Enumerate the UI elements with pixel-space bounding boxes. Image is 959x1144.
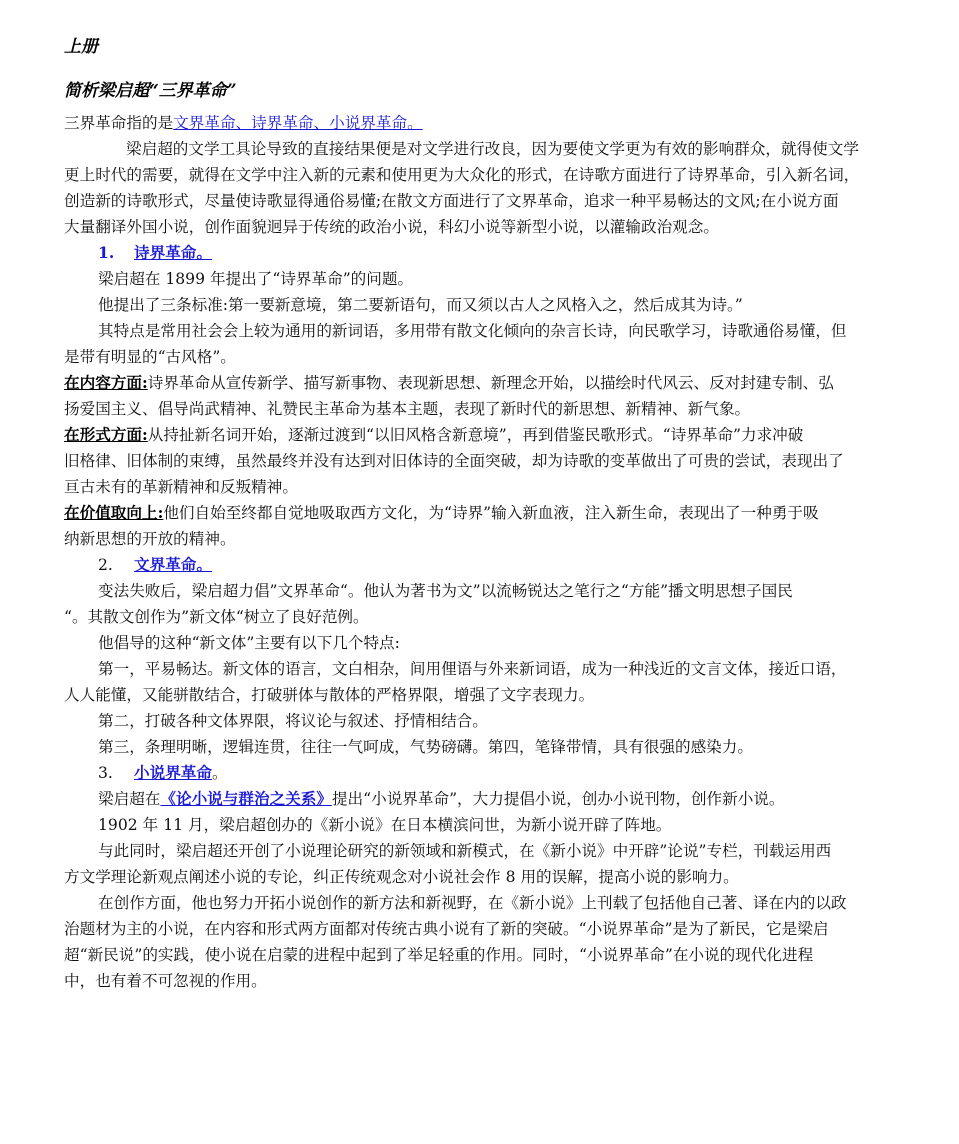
intro-line [64,110,933,136]
content-aspect-text: 诗界革命从宣传新学、描写新事物、表现新思想、新理念开始，以描绘时代风云、反对封建专制、弘 [147,374,834,392]
value-aspect-label: 在价值取向上: [64,503,164,522]
paragraph-line: 方文学理论新观点阐述小说的专论，纠正传统观念对小说社会作 8 用的误解，提高小说的影响力。 [64,868,739,886]
form-aspect-label: 在形式方面: [64,425,148,444]
paragraph-line: 与此同时，梁启超还开创了小说理论研究的新领域和新模式，在《新小说》中开辟”论说”专栏，刊载运用西 [98,842,832,860]
paragraph-line: 纳新思想的开放的精神。 [64,530,236,548]
overview-line: 大量翻译外国小说，创作面貌迥异于传统的政治小说，科幻小说等新型小说，以灌输政治观念。 [64,218,719,236]
intro-link[interactable]: 文界革命、诗界革命、小说界革命。 [173,114,423,132]
paragraph-line: 1902 年 11 月，梁启超创办的《新小说》在日本横滨问世，为新小说开辟了阵地。 [98,816,672,834]
paragraph-line: 在创作方面，他也努力开拓小说创作的新方法和新视野，在《新小说》上刊载了包括他自己著、译在内的以政 [98,894,847,912]
paragraph-line: 第三，条理明晰，逻辑连贯，往往一气呵成，气势磅礴。第四，笔锋带情，具有很强的感染力。 [98,738,753,756]
paragraph-line: 其特点是常用社会会上较为通用的新词语，多用带有散文化倾向的杂言长诗，向民歌学习，诗歌通俗易懂，但 [98,322,847,340]
section-title-tail: 。 [211,764,228,782]
section-title-link[interactable]: 小说界革命 [134,763,212,782]
paragraph-line: 人人能懂，又能骈散结合，打破骈体与散体的严格界限，增强了文字表现力。 [64,686,595,704]
paragraph-line: 中，也有着不可忽视的作用。 [64,972,267,990]
volume-heading: 上册 [64,37,98,57]
article-title: 简析梁启超“三界革命” [64,81,237,101]
paragraph-line: 治题材为主的小说，在内容和形式两方面都对传统古典小说有了新的突破。“小说界革命”是为了新民，它是梁启 [64,920,829,938]
section-heading-prose [64,552,933,578]
section-heading-fiction [64,760,933,786]
form-aspect-line [64,422,933,448]
paragraph-line: 是带有明显的“古风格”。 [64,348,236,366]
text-fragment: 梁启超在 [98,790,161,808]
paragraph-line: 扬爱国主义、倡导尚武精神、礼赞民主革命为基本主题，表现了新时代的新思想、新精神、新气象。 [64,400,751,418]
book-title-link[interactable]: 《论小说与群治之关系》 [160,789,332,808]
overview-line: 更上时代的需要，就得在文学中注入新的元素和使用更为大众化的形式，在诗歌方面进行了诗界革命，引入新名词， [64,166,860,184]
paragraph-line: 梁启超在 1899 年提出了“诗界革命”的问题。 [98,270,414,288]
overview-line: 梁启超的文学工具论导致的直接结果便是对文学进行改良，因为要使文学更为有效的影响群众，就得使文学 [126,140,859,158]
content-aspect-label: 在内容方面: [64,373,148,392]
paragraph-line: 亘古未有的革新精神和反叛精神。 [64,478,298,496]
content-aspect-line [64,370,933,396]
section-number: 3. [98,764,113,782]
paragraph-line: “。其散文创作为”新文体“树立了良好范例。 [64,608,369,626]
section-title-link[interactable]: 诗界革命。 [134,243,212,262]
paragraph-line: 第一，平易畅达。新文体的语言，文白相杂，间用俚语与外来新词语，成为一种浅近的文言文体，接近口语， [98,660,847,678]
paragraph-line [64,786,933,812]
intro-prefix: 三界革命指的是 [64,114,174,132]
section-heading-poetry [64,240,933,266]
section-number: 2. [98,556,113,574]
text-fragment: 提出“小说界革命”，大力提倡小说，创办小说刊物，创作新小说。 [331,790,785,808]
paragraph-line: 第二，打破各种文体界限，将议论与叙述、抒情相结合。 [98,712,488,730]
paragraph-line: 超“新民说”的实践，使小说在启蒙的进程中起到了举足轻重的作用。同时，“小说界革命”在小说的现代化进程 [64,946,814,964]
overview-line: 创造新的诗歌形式，尽量使诗歌显得通俗易懂;在散文方面进行了文界革命，追求一种平易畅达的文风;在小说方面 [64,192,839,210]
value-aspect-line [64,500,933,526]
section-title-link[interactable]: 文界革命。 [134,555,212,574]
paragraph-line: 他提出了三条标准:第一要新意境，第二要新语句，而又须以古人之风格入之，然后成其为诗。” [98,296,743,314]
paragraph-line: 变法失败后，梁启超力倡”文界革命“。他认为著书为文”以流畅锐达之笔行之“方能”播文明思想子国民 [98,582,793,600]
paragraph-line: 旧格律、旧体制的束缚，虽然最终并没有达到对旧体诗的全面突破，却为诗歌的变革做出了可贵的尝试，表现出了 [64,452,844,470]
value-aspect-text: 他们自始至终都自觉地吸取西方文化，为“诗界”输入新血液，注入新生命，表现出了一种勇于吸 [163,504,819,522]
paragraph-line: 他倡导的这种“新文体”主要有以下几个特点: [98,634,400,652]
section-number: 1. [98,243,115,262]
form-aspect-text: 从持扯新名词开始，逐渐过渡到“以旧风格含新意境”，再到借鉴民歌形式。“诗界革命”力求冲破 [147,426,804,444]
